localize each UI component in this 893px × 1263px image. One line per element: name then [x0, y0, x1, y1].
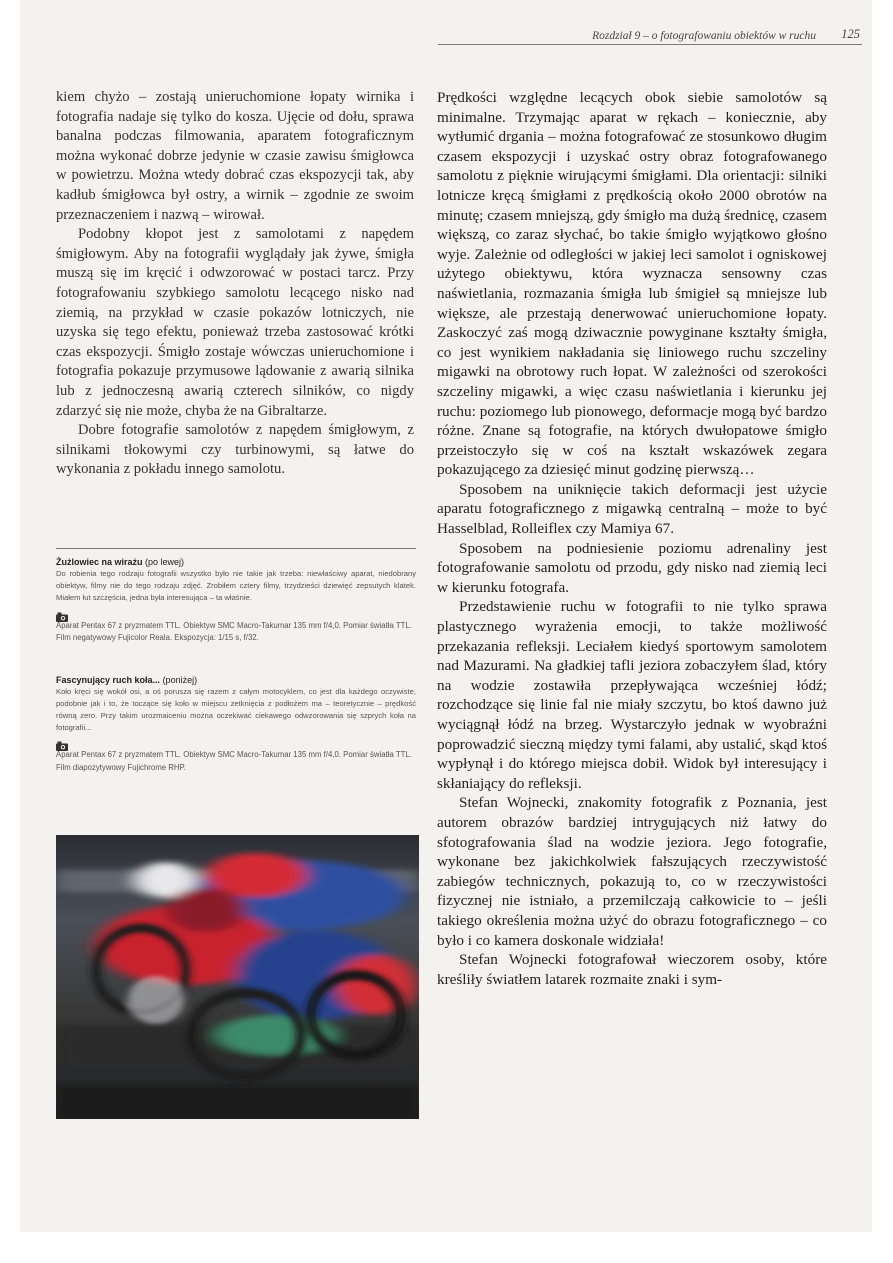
caption-body: Do robienia tego rodzaju fotografii wszystko było nie takie jak trzeba: niewłaściwy aparat, niedobrany obiektyw, filmy nie do tego rodzaju zdjęć. Zrobiłem cztery filmy, trzydzieści dziewięć zepsutych klatek. Miałem łut szczęścia, jedna była interesująca – ta właśnie.	[56, 569, 416, 603]
caption-title: Fascynujący ruch koła...	[56, 674, 161, 685]
paragraph: Stefan Wojnecki, znakomity fotografik z Poznania, jest autorem obrazów bardziej intrygujących niż łatwy do sfotografowania ślad na wodzie jeziora. Jego fotografie, wykonane bez jakichkolwiek fałszujących rzeczywistość zabiegów technicznych, pokazują to, co w rzeczywistości fizycznej nie istniało, a przemilczają całkowicie to – jeśli takiego określenia można użyć do obrazu fotograficznego – co było i co kamera doskonale widziała!	[437, 794, 827, 949]
caption-title: Żużlowiec na wirażu	[56, 557, 143, 567]
chapter-title: Rozdział 9 – o fotografowaniu obiektów w ruchu	[592, 30, 816, 42]
camera-icon	[56, 738, 416, 748]
paragraph: Dobre fotografie samolotów z napędem śmigłowym, z silnikami tłokowymi czy turbinowymi, są łatwe do wykonania z pokładu innego samolotu.	[56, 422, 414, 478]
speedway-motorcycle-photo	[56, 835, 419, 1119]
caption-body: Koło kręci się wokół osi, a oś porusza się razem z całym motocyklem, co jest dla każdego oczywiste, podobnie jak i to, że toczące się koło w miejscu zetknięcia z podłożem ma – teoretycznie – prędkość równą zero. Przy takim urozmaiceniu można oczekiwać ciekawego odwzorowania się szprych koła na fotografii...	[56, 686, 416, 733]
paragraph: Przedstawienie ruchu w fotografii to nie tylko sprawa plastycznego wyrażenia emocji, to także możliwość przekazania refleksji. Leciałem kiedyś sportowym samolotem nad Mazurami. Na gładkiej tafli jeziora zobaczyłem ślad, który na wodzie zostawiła przepływająca wcześniej łódź; rozchodzące się linie fal nie miały szczytu, bo ktoś dawno już wyciągnął łódź na brzeg. Wystarczyło jednak w wyobraźni poprowadzić sieczną między tymi falami, aby ustalić, skąd ktoś wypłynął i do którego miejsca dobił. Widok był interesujący i skłaniający do refleksji.	[437, 598, 827, 792]
camera-icon	[56, 609, 416, 619]
caption-technical-data: Aparat Pentax 67 z pryzmatem TTL. Obiektyw SMC Macro-Takumar 135 mm f/4,0. Pomiar światła TTL. Film negatywowy Fujicolor Reala. Ekspozycja: 1/15 s, f/32.	[56, 620, 412, 643]
photo-captions	[56, 548, 416, 774]
running-header	[438, 26, 862, 45]
paragraph: Podobny kłopot jest z samolotami z napędem śmigłowym. Aby na fotografii wyglądały jak żywe, śmigła muszą się im kręcić i odwzorować w postaci tarcz. Przy fotografowaniu szybkiego samolotu lecącego nisko nad ziemią, na przykład w czasie pokazów lotniczych, nie uzyska się tego efektu, ponieważ trzeba zastosować krótki czas ekspozycji. Śmigło zostaje wówczas unieruchomione i fotografia pokazuje przymusowe lądowanie z awarią silnika lub z jednoczesną awarią czterech silników, co nigdy zdarzyć się nie może, chyba że na Gibraltarze.	[56, 226, 414, 419]
page-number: 125	[841, 27, 860, 41]
caption-wheel	[56, 675, 416, 775]
paragraph: kiem chyżo – zostają unieruchomione łopaty wirnika i fotografia nadaje się tylko do kosza. Ujęcie od dołu, sprawa banalna podczas filmowania, aparatem fotograficznym można wykonać dobrze jedynie w czasie zawisu śmigłowca w powietrzu. Można wtedy dobrać czas ekspozycji tak, aby kadłub śmigłowca był ostry, a wirnik – zgodnie ze swoim przeznaczeniem i nazwą – wirował.	[56, 89, 414, 223]
caption-position-note: (poniżej)	[162, 674, 198, 685]
book-page	[20, 0, 872, 1232]
paragraph: Stefan Wojnecki fotografował wieczorem osoby, które kreśliły światłem latarek rozmaite znaki i sym-	[437, 951, 827, 988]
caption-position-note: (po lewej)	[145, 557, 185, 567]
paragraph: Sposobem na podniesienie poziomu adrenaliny jest fotografowanie samolotu od przodu, gdy nisko nad ziemią leci w kierunku fotografa.	[437, 539, 827, 596]
caption-technical-data: Aparat Pentax 67 z pryzmatem TTL. Obiektyw SMC Macro-Takumar 135 mm f/4,0. Pomiar światła TTL. Film diapozytywowy Fujichrome RHP.	[56, 750, 412, 772]
caption-speedway	[56, 557, 416, 645]
paragraph: Sposobem na uniknięcie takich deformacji jest użycie aparatu fotograficznego z migawką centralną – może to być Hasselblad, Rolleiflex czy Mamiya 67.	[437, 480, 827, 538]
paragraph: Prędkości względne lecących obok siebie samolotów są minimalne. Trzymając aparat w rękach – koniecznie, aby wytłumić drgania – można fotografować ze stosunkowo długim czasem ekspozycji i uzyskać ostry obraz fotografowanego samolotu z pięknie wirującymi śmigłami. Dla orientacji: silniki lotnicze kręcą śmigłami z prędkością około 2000 obrotów na minutę; czasem mniejszą, gdy śmigło ma dużą średnicę, czasem większą, co zaraz słychać, bo takie śmigło wyjątkowo głośno wyje. Zależnie od odległości w jakiej leci samolot i ogniskowej użytego obiektywu, która wyznacza sensowny czas naświetlania, rozmazania śmigła lub śmigieł są mniejsze lub większe, ale przestają denerwować unieruchomione łopaty. Zaskoczyć zaś mogą dziwacznie powyginane kształty śmigła, co jest wynikiem nakładania się liniowego ruchu szczeliny migawki na obrotowy ruch łopat. W zależności od szerokości szczeliny migawki, a więc czasu naświetlania i kierunku jej ruchu: poziomego lub pionowego, deformacje mogą być bardzo różne. Znane są fotografie, na których dwułopatowe śmigło przeistoczyło się w coś na kształt wskazówek zegara pokazującego za dziesięć minut godzinę pierwszą…	[437, 89, 827, 479]
left-text-column	[56, 88, 414, 480]
right-text-column	[437, 88, 827, 989]
